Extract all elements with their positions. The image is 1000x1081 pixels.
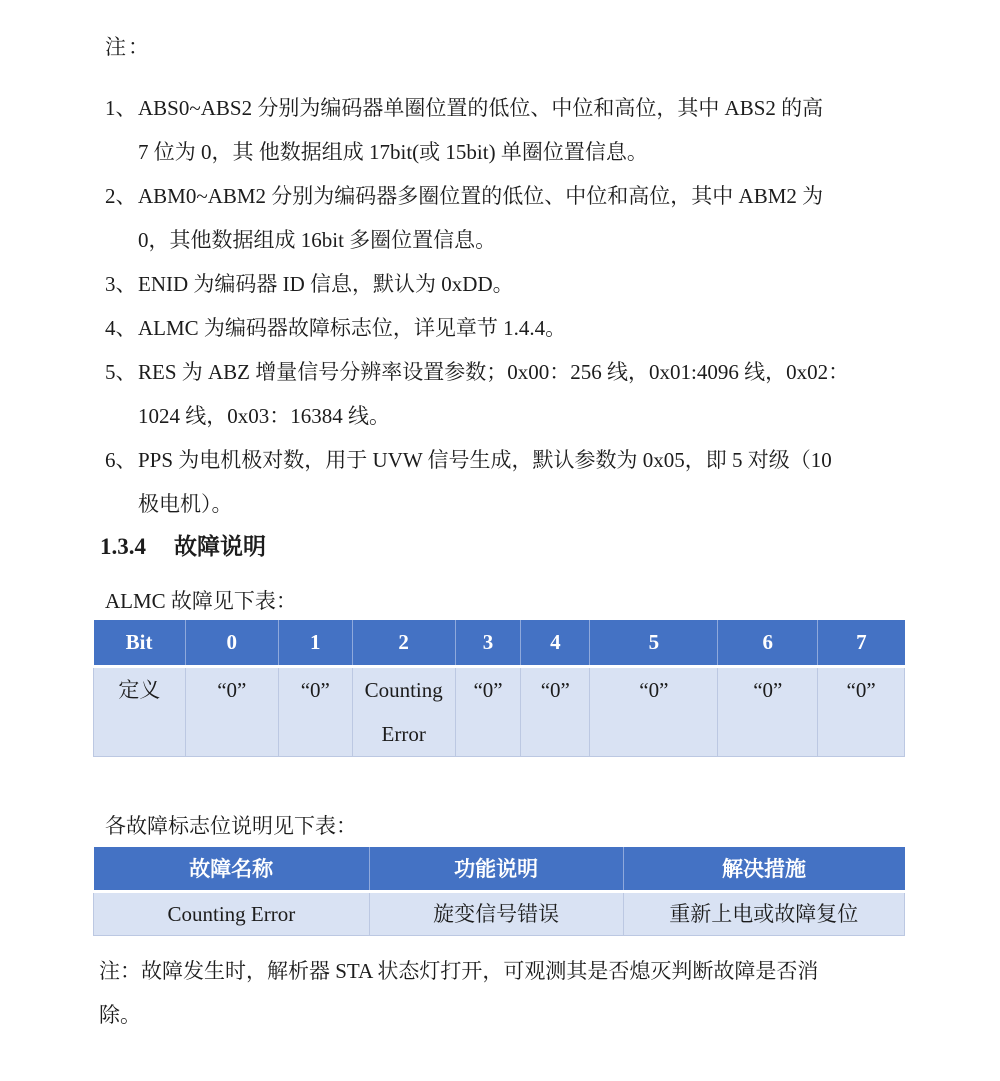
notes-list xyxy=(93,86,905,526)
bit-table-cell: “0” xyxy=(718,666,818,756)
fault-table-intro: 各故障标志位说明见下表： xyxy=(105,813,357,838)
note-number: 5、 xyxy=(105,360,137,384)
note-item-2 xyxy=(93,174,905,262)
fault-table-row xyxy=(94,892,905,936)
note-item-4 xyxy=(93,306,905,350)
bit-table-header-cell: Bit xyxy=(94,620,186,666)
footnote xyxy=(93,949,905,1037)
note-text-line: 极电机）。 xyxy=(138,492,233,516)
fault-table-header-cell: 解决措施 xyxy=(623,847,904,892)
bit-table-cell: “0” xyxy=(455,666,521,756)
fault-name-cell: Counting Error xyxy=(94,892,370,936)
footnote-line: 注：故障发生时，解析器 STA 状态灯打开，可观测其是否熄灭判断故障是否消 xyxy=(99,959,819,983)
note-text-line: 1024 线，0x03：16384 线。 xyxy=(138,404,390,428)
bit-table-header-cell: 1 xyxy=(278,620,352,666)
bit-table-header-cell: 3 xyxy=(455,620,521,666)
note-text-line: ABM0~ABM2 分别为编码器多圈位置的低位、中位和高位，其中 ABM2 为 xyxy=(138,184,824,208)
bit-table-definition-row xyxy=(94,666,905,756)
fault-description-table xyxy=(93,847,905,937)
note-text-line: RES 为 ABZ 增量信号分辨率设置参数；0x00：256 线，0x01:4096 线，0x02： xyxy=(138,360,850,384)
notes-label: 注： xyxy=(105,35,151,59)
note-item-5 xyxy=(93,350,905,438)
bit-table-cell: “0” xyxy=(521,666,590,756)
bit-table-header-cell: 4 xyxy=(521,620,590,666)
note-item-6 xyxy=(93,438,905,526)
bit-table-cell: “0” xyxy=(818,666,905,756)
section-number: 1.3.4 xyxy=(100,534,146,559)
note-text-line: 0，其他数据组成 16bit 多圈位置信息。 xyxy=(138,228,497,252)
section-heading xyxy=(93,532,905,562)
note-text-line: ALMC 为编码器故障标志位，详见章节 1.4.4。 xyxy=(138,316,567,340)
bit-table-header-cell: 2 xyxy=(352,620,455,666)
fault-table-header-cell: 故障名称 xyxy=(94,847,370,892)
footnote-line: 除。 xyxy=(99,1003,141,1027)
note-number: 6、 xyxy=(105,448,137,472)
note-text-line: ABS0~ABS2 分别为编码器单圈位置的低位、中位和高位，其中 ABS2 的高 xyxy=(138,96,824,120)
note-item-1 xyxy=(93,86,905,174)
bit-table-cell: “0” xyxy=(278,666,352,756)
bit-table-header-row xyxy=(94,620,905,666)
bit-table-row-label: 定义 xyxy=(94,666,186,756)
bit-table-header-cell: 6 xyxy=(718,620,818,666)
bit-table-cell: Counting Error xyxy=(352,666,455,756)
fault-table-header-row xyxy=(94,847,905,892)
note-number: 1、 xyxy=(105,96,137,120)
bit-table-header-cell: 5 xyxy=(590,620,718,666)
fault-solution-cell: 重新上电或故障复位 xyxy=(623,892,904,936)
fault-table-header-cell: 功能说明 xyxy=(369,847,623,892)
bit-table-header-cell: 7 xyxy=(818,620,905,666)
note-text-line: PPS 为电机极对数，用于 UVW 信号生成，默认参数为 0x05，即 5 对级（10 xyxy=(138,448,832,472)
bit-table-cell: “0” xyxy=(590,666,718,756)
almc-bit-table xyxy=(93,620,905,757)
bit-table-cell: “0” xyxy=(185,666,278,756)
note-text-line: ENID 为编码器 ID 信息，默认为 0xDD。 xyxy=(138,272,514,296)
fault-function-cell: 旋变信号错误 xyxy=(369,892,623,936)
note-number: 2、 xyxy=(105,184,137,208)
note-number: 3、 xyxy=(105,272,137,296)
bit-table-header-cell: 0 xyxy=(185,620,278,666)
almc-table-intro: ALMC 故障见下表： xyxy=(105,589,297,613)
section-title: 故障说明 xyxy=(174,534,266,559)
note-number: 4、 xyxy=(105,316,137,340)
note-text-line: 7 位为 0，其 他数据组成 17bit(或 15bit) 单圈位置信息。 xyxy=(138,140,648,164)
note-item-3 xyxy=(93,262,905,306)
